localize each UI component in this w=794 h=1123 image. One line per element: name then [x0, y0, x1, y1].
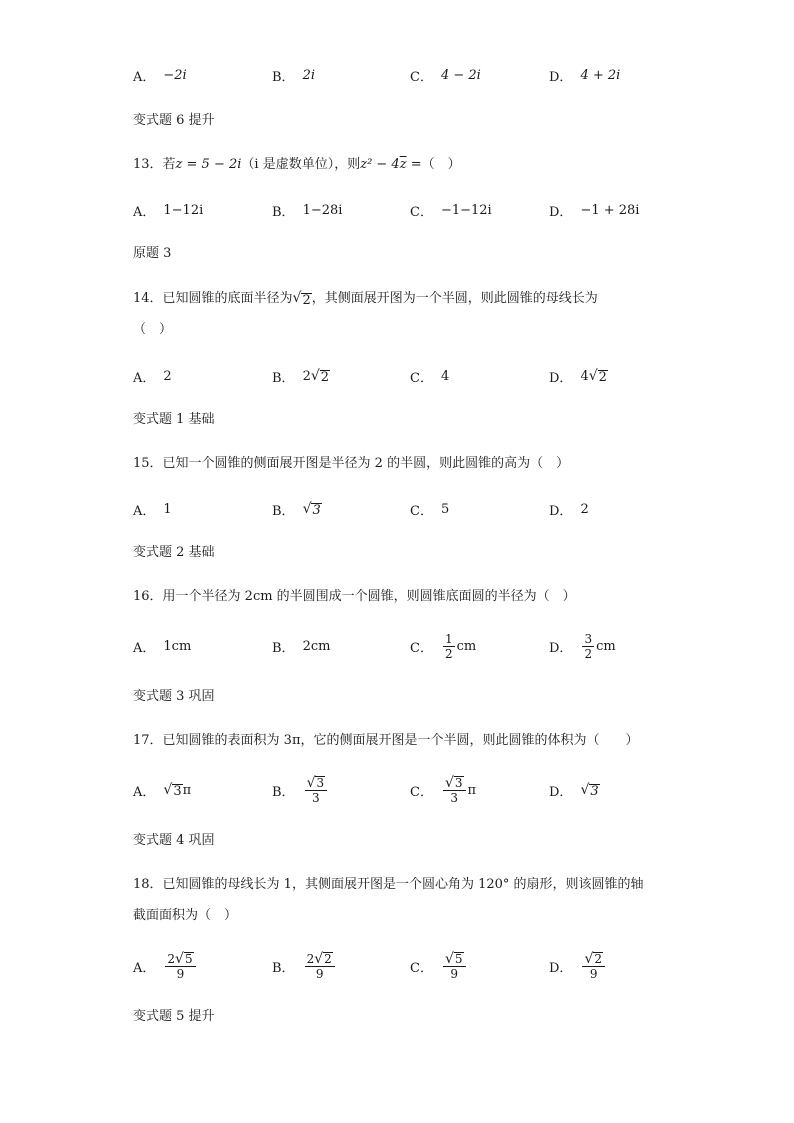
sqrt-radicand: 2	[594, 951, 602, 966]
option-suffix: π	[182, 782, 192, 798]
coef: 2	[306, 951, 315, 966]
option-label: B．	[272, 69, 295, 85]
sqrt-radicand: 5	[184, 951, 193, 966]
option-label: A．	[133, 204, 156, 220]
option-text: 4 − 2i	[440, 67, 481, 83]
option-label: C．	[410, 204, 433, 220]
denominator: 9	[589, 966, 598, 981]
stem-text: 14．已知圆锥的底面半径为	[133, 291, 293, 306]
q13-option-a[interactable]	[133, 190, 203, 230]
denominator: 9	[450, 966, 459, 981]
option-label: D．	[549, 503, 573, 519]
q16-stem: 16．用一个半径为 2cm 的半圆围成一个圆锥，则圆锥底面圆的半径为（ ）	[133, 589, 576, 604]
option-text: −1−12i	[440, 202, 492, 218]
q17-option-d[interactable]	[549, 770, 600, 810]
stem-math: z² − 4	[360, 157, 400, 172]
sqrt-radicand: 2	[302, 293, 311, 308]
option-text: 2i	[302, 67, 315, 83]
option-coef: 4	[580, 368, 589, 384]
option-text: 1cm	[163, 638, 192, 654]
q16-option-b[interactable]	[272, 626, 330, 666]
sqrt-expr: √ 3	[163, 782, 182, 799]
denominator: 2	[444, 646, 453, 661]
fraction	[443, 952, 466, 981]
option-label: D．	[549, 640, 573, 656]
q18-options	[133, 946, 693, 986]
q12-options	[133, 55, 693, 95]
sqrt-expr: √ 2	[588, 368, 607, 385]
fraction	[582, 632, 594, 661]
option-label: A．	[133, 960, 156, 976]
numerator: √ 2	[582, 952, 605, 967]
option-unit: cm	[596, 638, 616, 654]
q14-option-c[interactable]	[410, 356, 449, 396]
q13-stem	[133, 156, 461, 174]
q17-option-a[interactable]	[133, 770, 191, 810]
q17-stem: 17．已知圆锥的表面积为 3π，它的侧面展开图是一个半圆，则此圆锥的体积为（ ）	[133, 733, 639, 748]
q17-option-c[interactable]	[410, 770, 476, 810]
option-suffix: π	[467, 782, 477, 798]
q14-options	[133, 356, 693, 396]
numerator: √ 5	[443, 952, 466, 967]
q15-option-c[interactable]	[410, 489, 449, 529]
q15-option-a[interactable]	[133, 489, 172, 529]
option-label: B．	[272, 960, 295, 976]
sqrt-radicand: 5	[454, 951, 463, 966]
q14-stem	[133, 289, 598, 308]
option-text: 2cm	[302, 638, 331, 654]
sqrt-expr: √ 2	[292, 290, 311, 308]
sqrt-radicand: 3	[316, 775, 325, 790]
option-text: 1−28i	[302, 202, 343, 218]
q18-stem: 18．已知圆锥的母线长为 1，其侧面展开图是一个圆心角为 120° 的扇形，则该圆锥的轴	[133, 877, 644, 892]
option-label: D．	[549, 960, 573, 976]
q16-option-c[interactable]	[410, 626, 476, 666]
q18-option-d[interactable]	[549, 946, 607, 986]
q14-stem-line2: （ ）	[133, 322, 173, 337]
q12-option-c[interactable]	[410, 55, 481, 95]
option-label: C．	[410, 784, 433, 800]
sqrt-radicand: 3	[173, 784, 182, 799]
q17-options	[133, 770, 693, 810]
numerator: 2 √ 2	[305, 952, 335, 967]
q16-option-a[interactable]	[133, 626, 191, 666]
option-label: D．	[549, 784, 573, 800]
option-text: 4	[440, 368, 450, 384]
sqrt-radicand: 2	[320, 370, 330, 385]
option-label: D．	[549, 370, 573, 386]
denominator: 9	[176, 966, 185, 981]
option-label: D．	[549, 69, 573, 85]
stem-text: （i 是虚数单位），则	[241, 157, 361, 172]
denominator: 2	[584, 646, 593, 661]
numerator: 3	[584, 631, 593, 646]
fraction	[165, 952, 195, 981]
fraction	[443, 776, 466, 805]
stem-text: =（ ）	[406, 157, 461, 172]
q15-options	[133, 489, 693, 529]
option-label: A．	[133, 784, 156, 800]
q12-option-a[interactable]	[133, 55, 187, 95]
option-coef: 2	[302, 368, 311, 384]
fraction	[443, 632, 455, 661]
option-text: 5	[440, 501, 450, 517]
option-label: C．	[410, 960, 433, 976]
q15-option-b[interactable]	[272, 489, 322, 529]
option-text: 1−12i	[163, 202, 204, 218]
stem-text: 13．若	[133, 157, 176, 172]
option-label: D．	[549, 204, 573, 220]
q15-stem: 15．已知一个圆锥的侧面展开图是半径为 2 的半圆，则此圆锥的高为（ ）	[133, 456, 570, 471]
coef: 2	[167, 951, 176, 966]
q18-option-b[interactable]	[272, 946, 337, 986]
q13-option-c[interactable]	[410, 190, 492, 230]
section-heading: 变式题 6 提升	[133, 113, 215, 128]
option-label: C．	[410, 370, 433, 386]
sqrt-radicand: 3	[312, 503, 321, 518]
q14-option-a[interactable]	[133, 356, 172, 396]
section-heading: 变式题 5 提升	[133, 1009, 215, 1024]
fraction	[305, 776, 328, 805]
q15-option-d[interactable]	[549, 489, 589, 529]
q12-option-d[interactable]	[549, 55, 620, 95]
sqrt-radicand: 2	[324, 951, 332, 966]
option-unit: cm	[456, 638, 477, 654]
sqrt-expr: √ 3	[302, 501, 321, 518]
section-heading: 变式题 3 巩固	[133, 689, 215, 704]
sqrt-radicand: 3	[454, 775, 463, 790]
option-label: C．	[410, 503, 433, 519]
sqrt-expr: √ 2	[310, 368, 330, 385]
q17-option-b[interactable]	[272, 770, 329, 810]
section-heading: 变式题 1 基础	[133, 412, 215, 427]
option-text: 2	[580, 501, 589, 517]
option-label: A．	[133, 503, 156, 519]
numerator: 1	[444, 631, 453, 646]
option-label: B．	[272, 370, 295, 386]
q16-option-d[interactable]	[549, 626, 616, 666]
option-text: −2i	[163, 67, 187, 83]
sqrt-expr: √ 3	[580, 782, 599, 799]
stem-math-conjugate: $\overline{z}$	[399, 157, 407, 172]
q18-option-a[interactable]	[133, 946, 198, 986]
numerator: √ 3	[305, 776, 328, 791]
option-label: A．	[133, 640, 156, 656]
denominator: 3	[312, 790, 320, 805]
denominator: 3	[450, 790, 459, 805]
fraction	[305, 952, 335, 981]
section-heading: 变式题 4 巩固	[133, 833, 215, 848]
q16-options	[133, 626, 693, 666]
q13-option-b[interactable]	[272, 190, 342, 230]
option-label: C．	[410, 69, 433, 85]
stem-text: ，其侧面展开图为一个半圆，则此圆锥的母线长为	[311, 291, 598, 306]
q12-option-b[interactable]	[272, 55, 315, 95]
sqrt-radicand: 2	[598, 370, 607, 385]
q13-options	[133, 190, 693, 230]
section-heading: 变式题 2 基础	[133, 545, 215, 560]
option-label: B．	[272, 784, 295, 800]
option-label: A．	[133, 370, 156, 386]
q14-option-d[interactable]	[549, 356, 608, 396]
fraction	[582, 952, 605, 981]
q18-stem-line2: 截面面积为（ ）	[133, 908, 238, 923]
option-text: 4 + 2i	[580, 67, 621, 83]
denominator: 9	[315, 966, 324, 981]
option-text: 1	[163, 501, 172, 517]
option-text: 2	[163, 368, 172, 384]
option-text: −1 + 28i	[580, 202, 640, 218]
sqrt-radicand: 3	[590, 784, 599, 799]
numerator: 2 √ 5	[165, 952, 195, 967]
q14-option-b[interactable]	[272, 356, 330, 396]
q18-option-c[interactable]	[410, 946, 468, 986]
option-label: B．	[272, 503, 295, 519]
option-label: B．	[272, 204, 295, 220]
option-label: B．	[272, 640, 295, 656]
q13-option-d[interactable]	[549, 190, 639, 230]
option-label: A．	[133, 69, 156, 85]
numerator: √ 3	[443, 776, 466, 791]
stem-math: z = 5 − 2i	[175, 157, 242, 172]
section-heading: 原题 3	[133, 246, 172, 261]
option-label: C．	[410, 640, 433, 656]
